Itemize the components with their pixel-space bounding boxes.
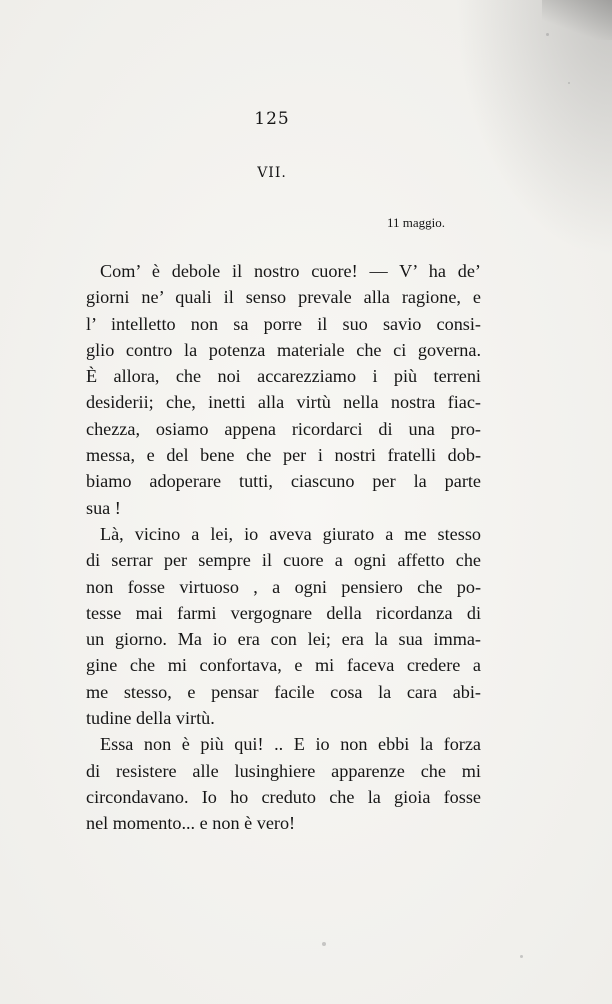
text-line: nel momento... e non è vero! — [86, 813, 296, 834]
text-line: chezza, osiamo appena ricordarci di una pro- — [86, 418, 481, 439]
text-line: tesse mai farmi vergognare della ricordanza di — [86, 602, 481, 623]
text-line: di serrar per sempre il cuore a ogni affetto che — [86, 550, 481, 571]
paragraph-1 — [86, 258, 481, 521]
text-line: Com’ è debole il nostro cuore! — V’ ha de’ — [100, 261, 481, 281]
chapter-heading: VII. — [257, 165, 287, 181]
text-line: glio contro la potenza materiale che ci governa. — [86, 339, 481, 360]
text-line: di resistere alle lusinghiere apparenze che mi — [86, 760, 481, 781]
paragraph-2 — [86, 521, 481, 731]
paper-speck — [520, 955, 523, 958]
date-heading: 11 maggio. — [386, 215, 445, 230]
text-line: messa, e del bene che per i nostri fratelli dob- — [86, 445, 481, 466]
page-corner-shadow — [542, 0, 612, 40]
text-line: Là, vicino a lei, io aveva giurato a me stesso — [100, 523, 481, 544]
text-line: circondavano. Io ho creduto che la gioia fosse — [86, 786, 481, 807]
text-line: l’ intelletto non sa porre il suo savio consi- — [86, 313, 481, 334]
text-line: sua ! — [86, 497, 121, 518]
text-line: Essa non è più qui! .. E io non ebbi la forza — [100, 734, 481, 755]
text-line: un giorno. Ma io era con lei; era la sua imma- — [86, 629, 481, 650]
text-line: me stesso, e pensar facile cosa la cara abi- — [86, 681, 481, 702]
text-line: giorni ne’ quali il senso prevale alla ragione, e — [86, 287, 481, 308]
text-line: È allora, che noi accarezziamo i più terreni — [86, 366, 481, 387]
text-line: tudine della virtù. — [86, 708, 215, 729]
text-line: gine che mi confortava, e mi faceva credere a — [86, 655, 481, 676]
text-line: biamo adoperare tutti, ciascuno per la parte — [86, 471, 481, 492]
paragraph-3 — [86, 731, 481, 836]
body-text — [86, 258, 481, 837]
text-line: desiderii; che, inetti alla virtù nella nostra fiac- — [86, 392, 481, 413]
paper-speck — [322, 942, 326, 946]
text-line: non fosse virtuoso , a ogni pensiero che po- — [86, 576, 481, 597]
paper-speck — [546, 33, 549, 36]
page-number: 125 — [254, 109, 290, 129]
paper-speck — [568, 82, 570, 84]
